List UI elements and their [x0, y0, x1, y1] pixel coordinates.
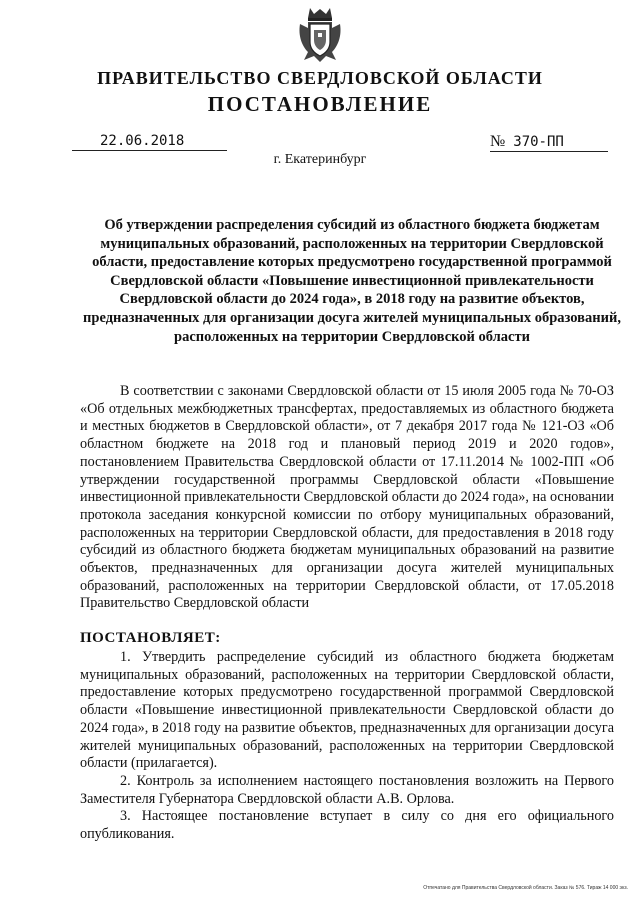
document-number — [490, 133, 608, 152]
government-name: ПРАВИТЕЛЬСТВО СВЕРДЛОВСКОЙ ОБЛАСТИ — [97, 68, 543, 88]
number-value: 370-ПП — [513, 134, 564, 150]
number-sign: № — [490, 133, 506, 150]
preamble-block — [80, 383, 614, 613]
document-type: ПОСТАНОВЛЕНИЕ — [207, 92, 433, 116]
decree-item-2: 2. Контроль за исполнением настоящего постановления возложить на Первого Заместителя Губернатора Свердловской области А.В. Орлова. — [80, 772, 614, 807]
document-title: Об утверждении распределения субсидий из областного бюджета бюджетам муниципальных образований, расположенных на территории Свердловской области, предоставление которых предусмотрено государственной программой Свердловской области «Повышение инвестиционной привлекательности Свердловской области до 2024 года», в 2018 году на развитие объектов, предназначенных для организации досуга жителей муниципальных образований, расположенных на территории Свердловской области — [83, 217, 621, 345]
city: г. Екатеринбург — [273, 152, 367, 167]
coat-of-arms-emblem — [296, 6, 344, 66]
document-date: 22.06.2018 — [72, 133, 227, 151]
decree-word: ПОСТАНОВЛЯЕТ: — [80, 630, 221, 646]
decree-item-3: 3. Настоящее постановление вступает в силу со дня его официального опубликования. — [80, 808, 614, 843]
preamble-paragraph: В соответствии с законами Свердловской области от 15 июля 2005 года № 70-ОЗ «Об отдельных межбюджетных трансфертах, предоставляемых из областного бюджета и местных бюджетов в Свердловской области», от 7 декабря 2017 года № 121-ОЗ «Об областном бюджете на 2018 год и плановый период 2019 и 2020 годов», постановлением Правительства Свердловской области от 17.11.2014 № 1002-ПП «Об утверждении государственной программы Свердловской области «Повышение инвестиционной привлекательности Свердловской области до 2024 года», на основании протокола заседания конкурсной комиссии по отбору муниципальных образований, расположенных на территории Свердловской области, для предоставления в 2018 году субсидий из областного бюджета бюджетам муниципальных образований на развитие объектов, предназначенных для организации досуга жителей муниципальных образований, расположенных на территории Свердловской области, от 17.05.2018 Правительство Свердловской области — [80, 383, 614, 612]
print-footer: Отпечатано для Правительства Свердловской области. Заказ № 576. Тираж 14 000 экз. — [423, 885, 628, 891]
decree-items — [80, 649, 614, 844]
decree-item-1: 1. Утвердить распределение субсидий из областного бюджета бюджетам муниципальных образований, расположенных на территории Свердловской области, предоставление которых предусмотрено государственной программой Свердловской области «Повышение инвестиционной привлекательности Свердловской области до 2024 года», в 2018 году на развитие объектов, предназначенных для организации досуга жителей муниципальных образований, расположенных на территории Свердловской области (прилагается). — [80, 649, 614, 772]
